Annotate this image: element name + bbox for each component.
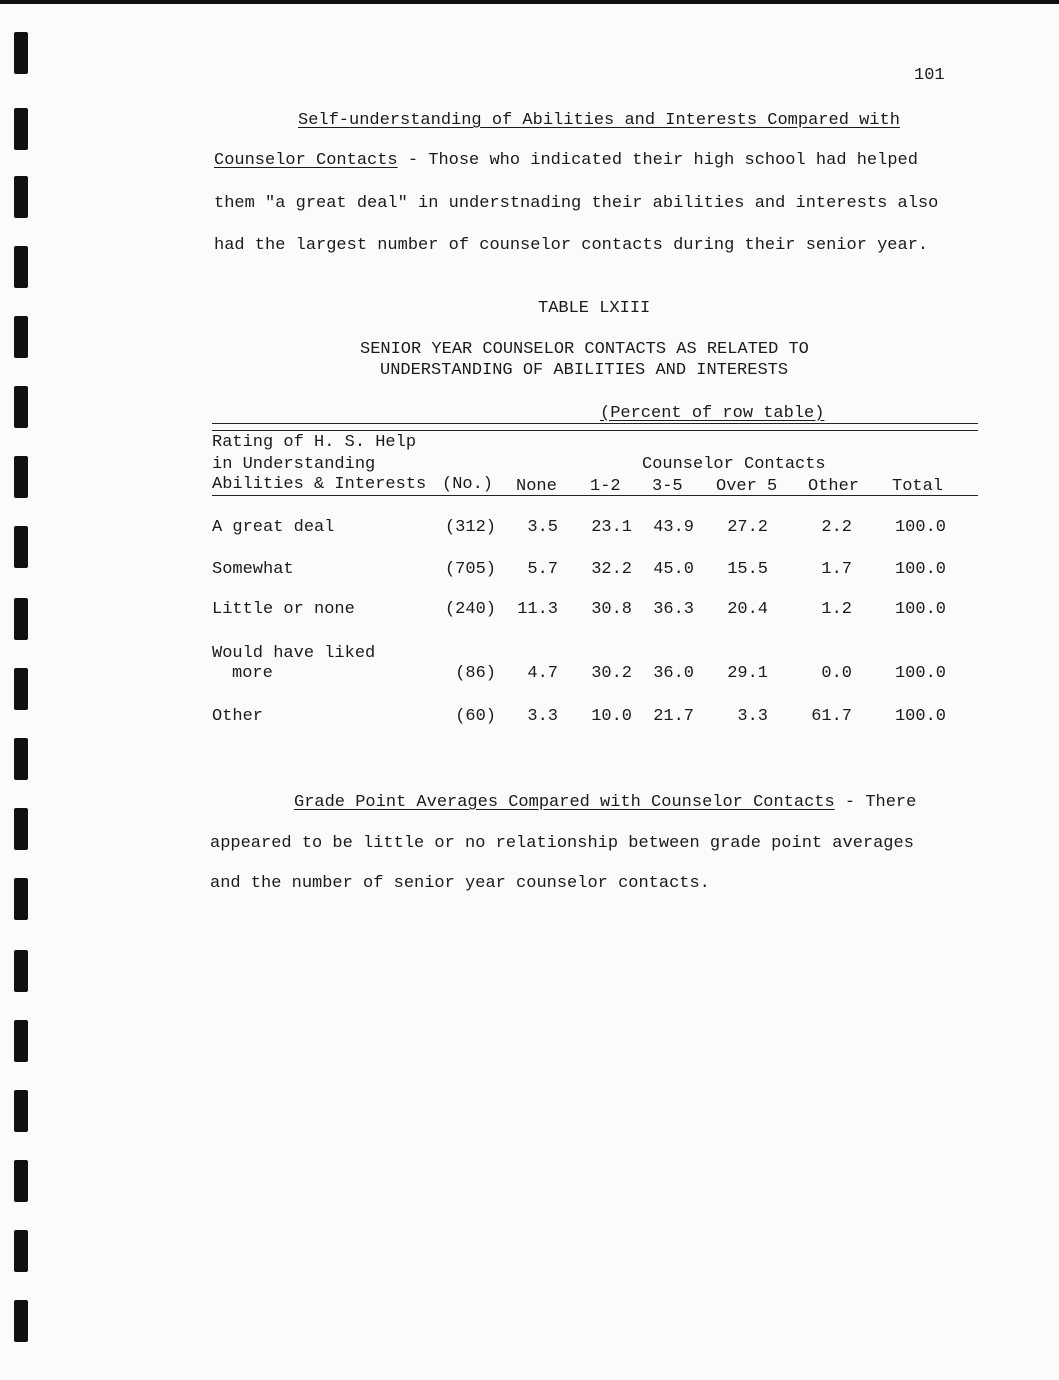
header-total: Total xyxy=(892,477,944,496)
header-rating-line2: in Understanding xyxy=(212,455,376,474)
cell-total: 100.0 xyxy=(894,560,946,579)
cell-no: (240) xyxy=(444,600,496,619)
cell-other: 2.2 xyxy=(821,518,852,537)
binder-hole xyxy=(14,526,28,568)
binder-hole xyxy=(14,668,28,710)
binder-hole xyxy=(14,108,28,150)
section1-heading-cont: Counselor Contacts xyxy=(214,151,398,170)
binder-hole xyxy=(14,1020,28,1062)
section2-dash: - xyxy=(834,793,866,812)
cell-3-5: 36.0 xyxy=(653,664,694,683)
table-label: TABLE LXIII xyxy=(538,299,651,318)
section1-line2: them "a great deal" in understnading their abilities and interests also xyxy=(214,194,939,213)
binder-hole xyxy=(14,32,28,74)
section2-heading: Grade Point Averages Compared with Counselor Contacts xyxy=(294,793,835,812)
cell-over-5: 15.5 xyxy=(727,560,768,579)
cell-no: (86) xyxy=(455,664,496,683)
cell-none: 5.7 xyxy=(527,560,558,579)
cell-3-5: 45.0 xyxy=(653,560,694,579)
cell-over-5: 3.3 xyxy=(737,707,768,726)
cell-no: (60) xyxy=(455,707,496,726)
section2-line1 xyxy=(294,793,916,812)
binder-hole xyxy=(14,316,28,358)
header-counselor-contacts: Counselor Contacts xyxy=(642,455,826,474)
section1-dash: - xyxy=(397,151,429,170)
table-title-line2: UNDERSTANDING OF ABILITIES AND INTERESTS xyxy=(380,361,789,380)
cell-1-2: 23.1 xyxy=(591,518,632,537)
binder-hole xyxy=(14,1300,28,1342)
header-other: Other xyxy=(808,477,860,496)
header-rating-line1: Rating of H. S. Help xyxy=(212,433,417,452)
binder-hole xyxy=(14,246,28,288)
binder-hole xyxy=(14,1160,28,1202)
section1-heading: Self-understanding of Abilities and Interests Compared with xyxy=(298,111,900,130)
cell-none: 3.3 xyxy=(527,707,558,726)
cell-other: 1.7 xyxy=(821,560,852,579)
section1-text1: Those who indicated their high school had helped xyxy=(428,151,918,170)
table-top-rule-2 xyxy=(212,430,978,431)
cell-none: 3.5 xyxy=(527,518,558,537)
binder-hole xyxy=(14,176,28,218)
header-no: (No.) xyxy=(442,475,494,494)
cell-over-5: 27.2 xyxy=(727,518,768,537)
cell-total: 100.0 xyxy=(894,707,946,726)
header-none: None xyxy=(516,477,557,496)
table-note: (Percent of row table) xyxy=(600,404,825,423)
header-rating-line3: Abilities & Interests xyxy=(212,475,427,494)
cell-over-5: 29.1 xyxy=(727,664,768,683)
cell-3-5: 43.9 xyxy=(653,518,694,537)
cell-1-2: 30.8 xyxy=(591,600,632,619)
row-label: Other xyxy=(212,707,264,726)
cell-3-5: 36.3 xyxy=(653,600,694,619)
header-over-5: Over 5 xyxy=(716,477,778,496)
header-1-2: 1-2 xyxy=(590,477,621,496)
scan-top-edge xyxy=(0,0,1059,4)
cell-total: 100.0 xyxy=(894,664,946,683)
cell-no: (312) xyxy=(444,518,496,537)
table-top-rule xyxy=(212,423,978,424)
binder-hole xyxy=(14,950,28,992)
section2-text1: There xyxy=(865,793,917,812)
cell-none: 4.7 xyxy=(527,664,558,683)
binder-hole xyxy=(14,598,28,640)
cell-other: 0.0 xyxy=(821,664,852,683)
binder-hole xyxy=(14,456,28,498)
cell-1-2: 10.0 xyxy=(591,707,632,726)
cell-1-2: 30.2 xyxy=(591,664,632,683)
page-number: 101 xyxy=(914,66,945,85)
cell-total: 100.0 xyxy=(894,518,946,537)
cell-other: 61.7 xyxy=(811,707,852,726)
header-3-5: 3-5 xyxy=(652,477,683,496)
binder-hole xyxy=(14,1230,28,1272)
cell-1-2: 32.2 xyxy=(591,560,632,579)
cell-other: 1.2 xyxy=(821,600,852,619)
row-label-cont: more xyxy=(232,664,273,683)
cell-no: (705) xyxy=(444,560,496,579)
section2-line3: and the number of senior year counselor contacts. xyxy=(210,874,710,893)
section1-line1 xyxy=(214,151,918,170)
row-label: Somewhat xyxy=(212,560,294,579)
cell-over-5: 20.4 xyxy=(727,600,768,619)
binder-hole xyxy=(14,386,28,428)
section1-line3: had the largest number of counselor contacts during their senior year. xyxy=(214,236,929,255)
cell-none: 11.3 xyxy=(517,600,558,619)
row-label: Would have liked xyxy=(212,644,376,663)
section2-line2: appeared to be little or no relationship between grade point averages xyxy=(210,834,914,853)
cell-total: 100.0 xyxy=(894,600,946,619)
cell-3-5: 21.7 xyxy=(653,707,694,726)
table-title-line1: SENIOR YEAR COUNSELOR CONTACTS AS RELATED TO xyxy=(360,340,809,359)
binder-hole xyxy=(14,808,28,850)
binder-hole xyxy=(14,878,28,920)
row-label: A great deal xyxy=(212,518,335,537)
row-label: Little or none xyxy=(212,600,355,619)
binder-hole xyxy=(14,738,28,780)
binder-hole xyxy=(14,1090,28,1132)
